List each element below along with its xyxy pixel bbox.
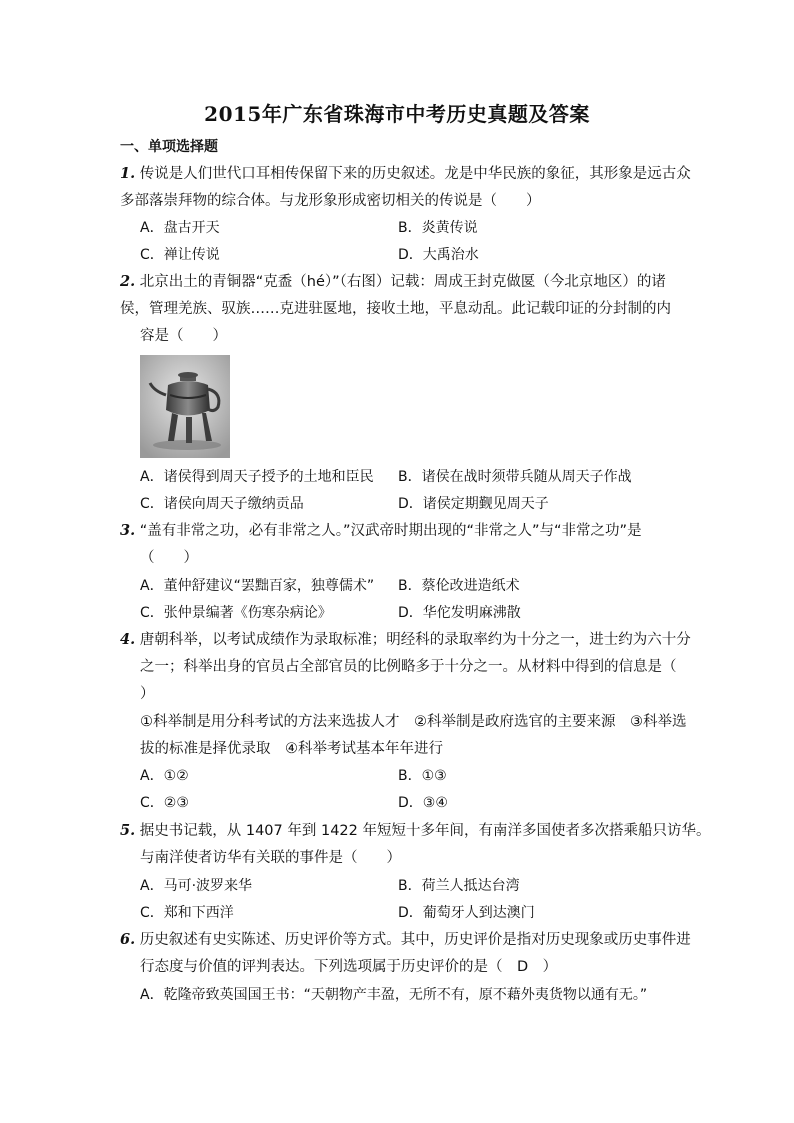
question-2-line-3: 容是（ ） bbox=[140, 328, 227, 344]
option-c: C．张仲景编著《伤寒杂病论》 bbox=[140, 605, 332, 621]
option-b: B．蔡伦改进造纸术 bbox=[398, 578, 520, 594]
question-4-line-1 bbox=[120, 630, 691, 650]
question-number: 3. bbox=[120, 522, 136, 539]
question-4-statement-1: ①科举制是用分科考试的方法来选拔人才 ②科举制是政府选官的主要来源 ③科举选 bbox=[140, 714, 687, 730]
option-a: A．乾隆帝致英国国王书：“天朝物产丰盈，无所不有，原不藉外夷货物以通有无。” bbox=[140, 987, 648, 1003]
question-2-line-1 bbox=[120, 272, 680, 292]
option-c: C．②③ bbox=[140, 795, 189, 811]
section-heading: 一、单项选择题 bbox=[120, 139, 218, 155]
question-4-statement-2: 拔的标准是择优录取 ④科举考试基本年年进行 bbox=[140, 741, 443, 757]
question-number: 5. bbox=[120, 822, 136, 839]
question-text: 历史叙述有史实陈述、历史评价等方式。其中，历史评价是指对历史现象或历史事件进 bbox=[139, 932, 691, 948]
option-a: A．盘古开天 bbox=[140, 220, 220, 236]
option-a: A．马可·波罗来华 bbox=[140, 878, 253, 894]
option-c: C．诸侯向周天子缴纳贡品 bbox=[140, 496, 304, 512]
question-3-line-1 bbox=[120, 521, 680, 541]
question-number: 2. bbox=[120, 273, 136, 290]
option-c: C．郑和下西洋 bbox=[140, 905, 234, 921]
question-text: 据史书记载，从 1407 年到 1422 年短短十多年间，有南洋多国使者多次搭乘船只访华。 bbox=[139, 823, 711, 839]
option-c: C．禅让传说 bbox=[140, 247, 220, 263]
option-b: B．①③ bbox=[398, 768, 447, 784]
bronze-vessel-photo bbox=[140, 355, 230, 458]
question-4-line-3: ） bbox=[140, 686, 155, 702]
question-6-line-2: 行态度与价值的评判表达。下列选项属于历史评价的是（ D ） bbox=[140, 959, 558, 975]
option-d: D．③④ bbox=[398, 795, 448, 811]
question-text: 传说是人们世代口耳相传保留下来的历史叙述。龙是中华民族的象征，其形象是远古众 bbox=[139, 166, 691, 182]
question-number: 6. bbox=[120, 931, 136, 948]
question-number: 4. bbox=[120, 631, 136, 648]
option-d: D．大禹治水 bbox=[398, 247, 479, 263]
question-5-line-2: 与南洋使者访华有关联的事件是（ ） bbox=[140, 850, 401, 866]
option-b: B．炎黄传说 bbox=[398, 220, 478, 236]
question-1-line-1 bbox=[120, 164, 691, 184]
question-1-line-2: 多部落崇拜物的综合体。与龙形象形成密切相关的传说是（ ） bbox=[120, 193, 541, 209]
question-6-line-1 bbox=[120, 930, 691, 950]
option-d: D．华佗发明麻沸散 bbox=[398, 605, 521, 621]
question-number: 1. bbox=[120, 165, 136, 182]
question-5-line-1 bbox=[120, 821, 711, 841]
question-2-line-2: 侯，管理羌族、驭族……克进驻匽地，接收土地，平息动乱。此记载印证的分封制的内 bbox=[120, 301, 671, 317]
question-text: 北京出土的青铜器“克盉（hé）”（右图）记载：周成王封克做匽（今北京地区）的诸 bbox=[139, 274, 666, 290]
question-text: “盖有非常之功，必有非常之人。”汉武帝时期出现的“非常之人”与“非常之功”是 bbox=[139, 523, 642, 539]
question-text: 唐朝科举，以考试成绩作为录取标准；明经科的录取率约为十分之一，进士约为六十分 bbox=[139, 632, 691, 648]
option-a: A．诸侯得到周天子授予的土地和臣民 bbox=[140, 469, 374, 485]
option-d: D．葡萄牙人到达澳门 bbox=[398, 905, 535, 921]
option-a: A．①② bbox=[140, 768, 189, 784]
question-4-line-2: 之一；科举出身的官员占全部官员的比例略多于十分之一。从材料中得到的信息是（ bbox=[140, 659, 677, 675]
page-title: 2015年广东省珠海市中考历史真题及答案 bbox=[204, 102, 590, 126]
question-3-line-2: （ ） bbox=[140, 550, 198, 566]
option-b: B．荷兰人抵达台湾 bbox=[398, 878, 520, 894]
option-d: D．诸侯定期觐见周天子 bbox=[398, 496, 549, 512]
option-b: B．诸侯在战时须带兵随从周天子作战 bbox=[398, 469, 632, 485]
option-a: A．董仲舒建议“罢黜百家，独尊儒术” bbox=[140, 578, 375, 594]
